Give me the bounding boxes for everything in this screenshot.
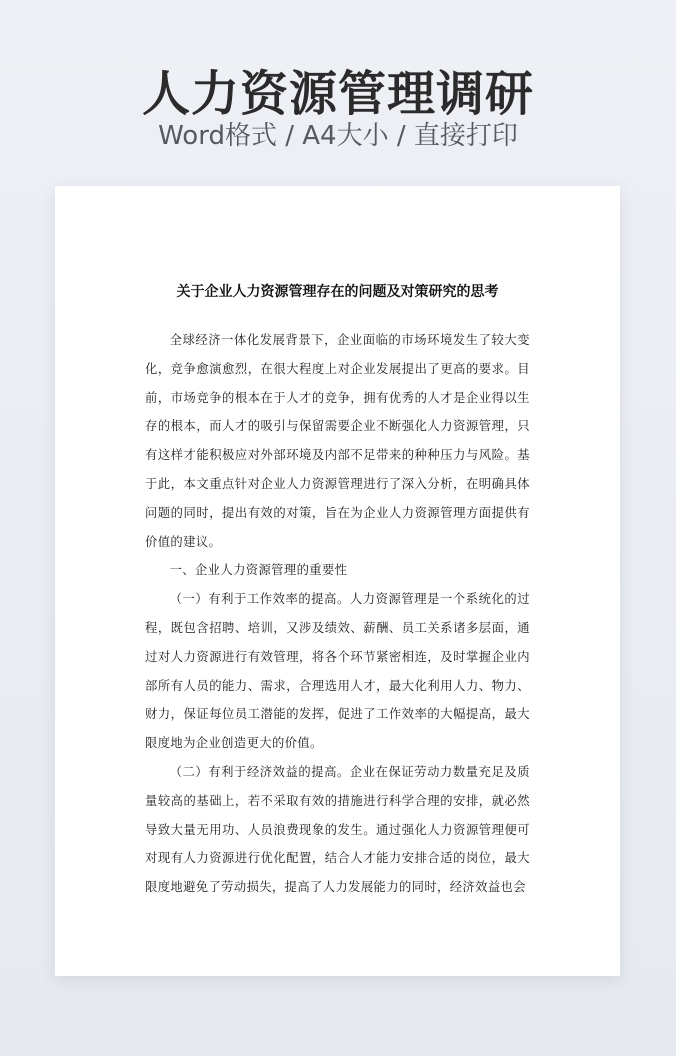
document-title: 关于企业人力资源管理存在的问题及对策研究的思考 bbox=[176, 284, 499, 300]
banner-subtitle: Word格式 / A4大小 / 直接打印 bbox=[158, 121, 518, 151]
paragraph-intro: 全球经济一体化发展背景下，企业面临的市场环境发生了较大变化，竞争愈演愈烈，在很大程度上对企业发展提出了更高的要求。目前，市场竞争的根本在于人才的竞争，拥有优秀的人才是企业得以生存的根本，而人才的吸引与保留需要企业不断强化人力资源管理，只有这样才能积极应对外部环境及内部不足带来的种种压力与风险。基于此，本文重点针对企业人力资源管理进行了深入分析，在明确具体问题的同时，提出有效的对策，旨在为企业人力资源管理方面提供有价值的建议。 bbox=[145, 333, 530, 549]
document-body bbox=[145, 326, 530, 902]
banner-title: 人力资源管理调研 bbox=[141, 66, 534, 122]
section-heading: 一、企业人力资源管理的重要性 bbox=[169, 563, 348, 578]
paragraph-economic-benefit: （二）有利于经济效益的提高。企业在保证劳动力数量充足及质量较高的基础上，若不采取有效的措施进行科学合理的安排，就必然导致大量无用功、人员浪费现象的发生。通过强化人力资源管理便可对现有人力资源进行优化配置，结合人才能力安排合适的岗位，最大限度地避免了劳动损失，提高了人力发展能力的同时，经济效益也会 bbox=[145, 764, 530, 895]
paragraph-efficiency: （一）有利于工作效率的提高。人力资源管理是一个系统化的过程，既包含招聘、培训，又涉及绩效、薪酬、员工关系诸多层面，通过对人力资源进行有效管理，将各个环节紧密相连，及时掌握企业内部所有人员的能力、需求，合理选用人才，最大化利用人力、物力、财力，保证每位员工潜能的发挥，促进了工作效率的大幅提高，最大限度地为企业创造更大的价值。 bbox=[145, 592, 530, 751]
document-page bbox=[55, 186, 620, 976]
